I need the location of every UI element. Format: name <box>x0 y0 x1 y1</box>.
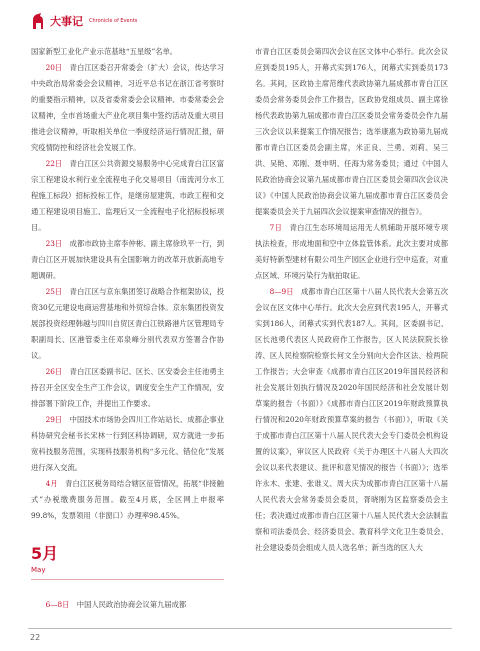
month-heading <box>31 541 224 580</box>
left-column <box>31 44 224 524</box>
entry-date: 23日 <box>45 239 63 248</box>
horse-logo-icon <box>30 12 46 30</box>
page-header <box>30 10 137 32</box>
month-subtitle: May <box>31 566 46 574</box>
entry-date: 29日 <box>45 415 63 424</box>
entry-date: 7日 <box>269 223 283 232</box>
page-number: 22 <box>30 633 41 642</box>
entry-date: 20日 <box>45 63 63 72</box>
entry-text: 中国技术市场协会四川工作站站长、成都企事业科协研究会秘书长宋林一行到区科协调研，双方就进一步拓宽科技服务范围，实现科技服务机构“多元化、错位化”发展进行深入交流。 <box>31 415 225 472</box>
entry <box>31 476 224 524</box>
entry <box>31 284 224 364</box>
right-column <box>255 44 448 556</box>
entry <box>31 60 224 156</box>
footer-divider <box>28 628 452 629</box>
entry-date: 4月 <box>45 479 58 488</box>
entry-date: 25日 <box>45 287 63 296</box>
entry <box>255 220 448 284</box>
entry-text: 成都市政协主席李仲彬、副主席徐玖平一行，到青白江区开展加快建设具有全国影响力的改革开放新高地专题调研。 <box>31 239 225 280</box>
entry-text: 青白江区委副书记、区长、区安委会主任池勇主持召开全区安全生产工作会议，调度安全生产工作情况，安排部署下阶段工作，并提出工作要求。 <box>31 367 225 408</box>
entry-date: 6—8日 <box>45 600 70 609</box>
entry-text: 市青白江区委员会第四次会议在区文体中心举行。此次会议应到委员195人，开幕式实到176人，闭幕式实到委员173名。其间，区政协主席范维代表政协第九届成都市青白江区委员会常务委员会作工作报告，区政协党组成员、副主席徐杨代表政协第九届成都市青白江区委员会常务委员会作九届三次会议以来提案工作情况报告；选举康惠为政协第九届成都市青白江区委员会副主席，米正良、兰勇、刘莉、吴三洪、吴艳、邓刚、聂申明、任海为常务委员；通过《中国人民政治协商会议第九届成都市青白江区委员会第四次会议决议》《中国人民政治协商会议第九届成都市青白江区委员会提案委员会关于九届四次会议提案审查情况的报告》。 <box>255 47 448 216</box>
entry-text: 成都市青白江区第十八届人民代表大会第五次会议在区文体中心举行。此次大会应到代表195人，开幕式实到186人，闭幕式实到代表187人。其间，区委副书记、区长池勇代表区人民政府作工作报告，区人民法院院长徐涛、区人民检察院检察长何文全分别向大会作区法、检两院工作报告；大会审查《成都市青白江区2019年国民经济和社会发展计划执行情况及2020年国民经济和社会发展计划草案的报告（书面）》《成都市青白江区2019年财政预算执行情况和2020年财政预算草案的报告（书面）》，听取《关于成都市青白江区第十八届人民代表大会专门委员会机构设置的议案》，审议区人民政府《关于办理区十八届人大四次会议以来代表建议、批评和意见情况的报告（书面）》；选举许永木、张建、张谁义、周大庆为成都市青白江区第十八届人民代表大会常务委员会委员，胥晓刚为区监察委员会主任；表决通过成都市青白江区第十八届人民代表大会法制监察和司法委员会、经济委员会、教育科学文化卫生委员会、社会建设委员会组成人员人选名单；新当选的区人大 <box>255 287 448 552</box>
entry-text: 青白江生态环境局运用无人机辅助开展环境专项执法检查，形成地面和空中立体监管体系。此次主要对成都美好特新型建材有限公司生产园区企业进行空中巡查，对重点区域、环境污染行为航拍取证。 <box>255 223 449 280</box>
entry <box>31 364 224 412</box>
entry <box>255 284 448 556</box>
entry-text: 青白江区公共资源交易服务中心完成青白江区富宗工程建设水利行业全流程电子化交易项目（南流河分水工程施工标段）招标投标工作，是继房屋建筑、市政工程和交通工程建设项目施工、监理后又一全流程电子化招标投标项目。 <box>31 159 225 232</box>
entry-text: 国家新型工业化产业示范基地“五星级”名单。 <box>31 47 178 56</box>
entry-date: 22日 <box>45 159 63 168</box>
entry-text: 青白江区税务局结合辖区征管情况，拓展“非接触式”办税缴费服务范围。截至4月底，全区网上申报率99.8%，发票领用（非窗口）办理率98.45%。 <box>31 479 224 520</box>
entry-text: 青白江区委召开常委会（扩大）会议，传达学习中央政治局常委会会议精神、习近平总书记在浙江省考察时的重要指示精神，以及省委常委会会议精神、市委常委会会议精神，全市首场重大产业化项目集中签约活动及重大项目推进会议精神，听取相关单位一季度经济运行情况汇报，研究疫情防控和经济社会发展工作。 <box>31 63 225 152</box>
entry <box>31 236 224 284</box>
month-title: 5月 <box>31 544 59 563</box>
entry-date: 8—9日 <box>269 287 294 296</box>
entry-text: 青白江区与京东集团签订战略合作框架协议，投资30亿元建设电商运营基地和外贸综合体。京东集团投资发展部投资经理韩越与四川自贸区青白江铁路港片区管理局专职副局长、区港管委主任邓泉峰分别代表双方签署合作协议。 <box>31 287 225 360</box>
entry <box>31 412 224 476</box>
divider <box>31 579 224 580</box>
header-subtitle: Chronicle of Events <box>89 18 138 24</box>
may-entries <box>31 597 224 613</box>
entry-text: 中国人民政治协商会议第九届成都 <box>76 600 187 609</box>
entry <box>31 597 224 613</box>
header-title: 大事记 <box>50 15 83 28</box>
entry <box>31 156 224 236</box>
entry-date: 26日 <box>45 367 63 376</box>
